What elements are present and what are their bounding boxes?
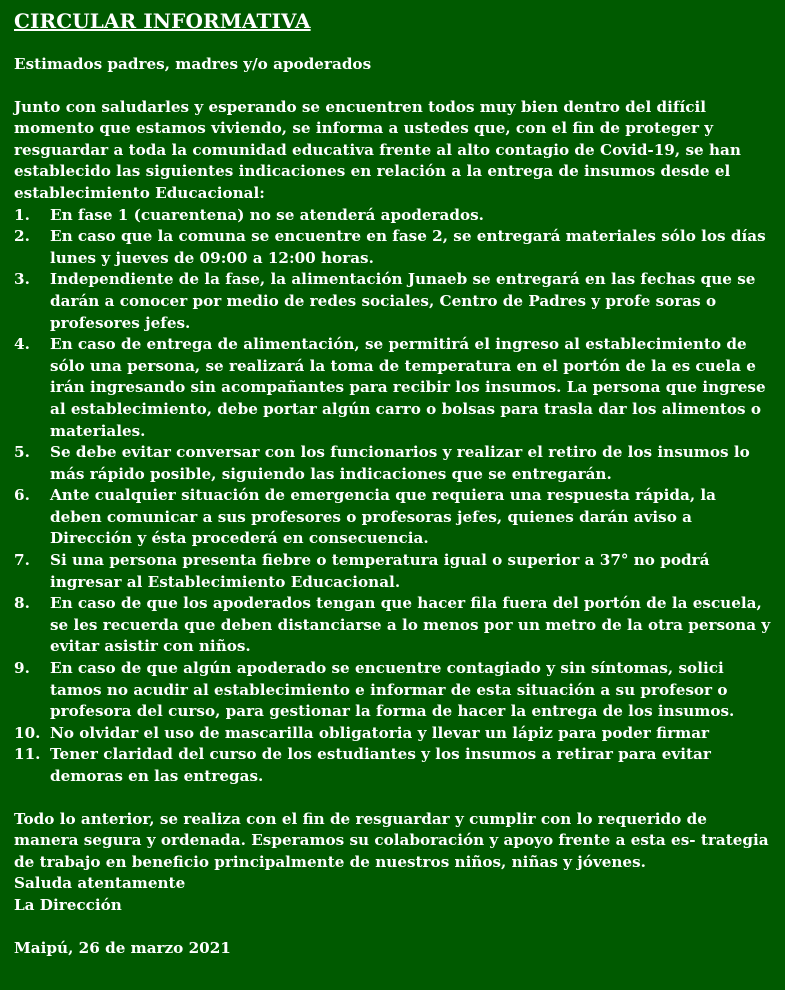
signature: La Dirección xyxy=(14,895,122,914)
item-number: 1. xyxy=(14,205,30,224)
item-text: Ante cualquier situación de emergencia que requiera una respuesta rápida, la deben comunicar a sus profesores o profesoras jefes, quienes darán aviso a Dirección y ésta procederá en consecuencia. xyxy=(50,486,717,548)
item-number: 9. xyxy=(14,659,30,678)
item-number: 10. xyxy=(14,723,41,742)
item-text: En caso de que algún apoderado se encuentre contagiado y sin síntomas, solici tamos no acudir al establecimiento e informar de esta situación a su profesor o profesora del curso, para gestionar la forma de hacer la entrega de los insumos. xyxy=(50,659,735,721)
item-text: No olvidar el uso de mascarilla obligatoria y llevar un lápiz para poder firmar xyxy=(50,723,710,742)
list-item xyxy=(14,723,771,745)
item-text: En caso que la comuna se encuentre en fase 2, se entregará materiales sólo los días lunes y jueves de 09:00 a 12:00 horas. xyxy=(50,227,766,267)
item-number: 4. xyxy=(14,335,30,354)
list-item xyxy=(14,485,771,550)
list-item xyxy=(14,593,771,658)
instructions-list xyxy=(14,205,771,788)
item-text: En caso de que los apoderados tengan que hacer fila fuera del portón de la escuela, se les recuerda que deben distanciarse a lo menos por un metro de la otra persona y evitar asistir con niños. xyxy=(50,594,771,656)
list-item xyxy=(14,442,771,485)
document-title: CIRCULAR INFORMATIVA xyxy=(14,9,311,33)
salutation: Estimados padres, madres y/o apoderados xyxy=(14,55,372,73)
item-number: 6. xyxy=(14,486,30,505)
list-item xyxy=(14,334,771,442)
document-date: Maipú, 26 de marzo 2021 xyxy=(14,938,231,957)
list-item xyxy=(14,744,771,787)
item-number: 7. xyxy=(14,551,30,570)
list-item xyxy=(14,550,771,593)
item-text: En caso de entrega de alimentación, se permitirá el ingreso al establecimiento de sólo una persona, se realizará la toma de temperatura en el portón de la es cuela e irán ingresando sin acompañantes para recibir los insumos. La persona que ingrese al establecimiento, debe portar algún carro o bolsas para trasla dar los alimentos o materiales. xyxy=(50,335,766,440)
list-item xyxy=(14,658,771,723)
item-text: Tener claridad del curso de los estudiantes y los insumos a retirar para evitar demoras en las entregas. xyxy=(50,745,711,785)
item-text: En fase 1 (cuarentena) no se atenderá apoderados. xyxy=(50,205,484,224)
item-text: Se debe evitar conversar con los funcionarios y realizar el retiro de los insumos lo más rápido posible, siguiendo las indicaciones que se entregarán. xyxy=(50,443,750,483)
list-item xyxy=(14,205,771,227)
list-item xyxy=(14,269,771,334)
item-number: 8. xyxy=(14,594,30,613)
intro-paragraph: Junto con saludarles y esperando se encuentren todos muy bien dentro del difícil momento que estamos viviendo, se informa a ustedes que, con el fin de proteger y resguardar a toda la comunidad educativa frente al alto contagio de Covid-19, se han establecido las siguientes indicaciones en relación a la entrega de insumos desde el establecimiento Educacional: xyxy=(14,97,741,202)
item-number: 3. xyxy=(14,270,30,289)
closing-paragraph: Todo lo anterior, se realiza con el fin de resguardar y cumplir con lo requerido de manera segura y ordenada. Esperamos su colaboración y apoyo frente a esta es- trategia de trabajo en beneficio principalmente de nuestros niños, niñas y jóvenes. xyxy=(14,809,769,871)
farewell: Saluda atentamente xyxy=(14,874,186,893)
item-number: 11. xyxy=(14,745,41,764)
item-text: Independiente de la fase, la alimentación Junaeb se entregará en las fechas que se darán a conocer por medio de redes sociales, Centro de Padres y profe soras o profesores jefes. xyxy=(50,270,756,332)
item-text: Si una persona presenta fiebre o temperatura igual o superior a 37° no podrá ingresar al Establecimiento Educacional. xyxy=(50,551,710,591)
item-number: 2. xyxy=(14,227,30,246)
item-number: 5. xyxy=(14,443,30,462)
list-item xyxy=(14,226,771,269)
